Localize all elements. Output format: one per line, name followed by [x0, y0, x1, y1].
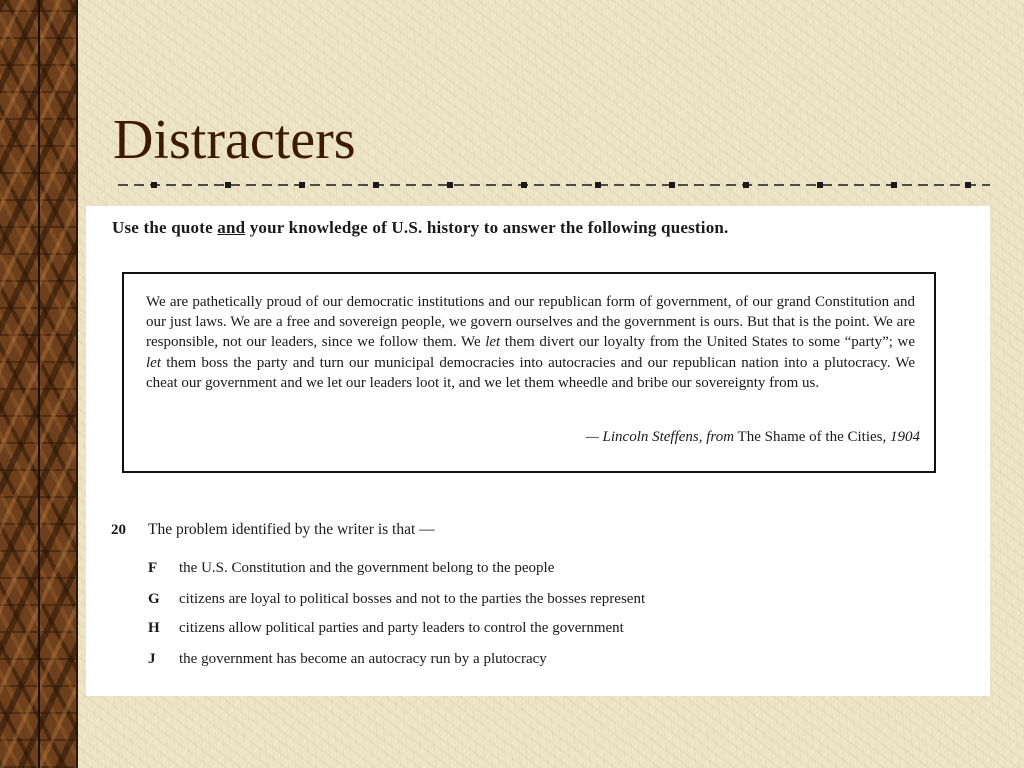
attribution-author: — Lincoln Steffens, from [585, 429, 735, 445]
divider-dot [447, 182, 453, 188]
divider-dot [521, 182, 527, 188]
quote-segment: them divert our loyalty from the United States to some “party”; we [500, 334, 916, 351]
divider-dot [965, 182, 971, 188]
attribution-year: 1904 [890, 429, 920, 445]
wood-texture-strip [0, 0, 78, 768]
question-instruction [112, 218, 729, 238]
quote-box [122, 272, 936, 473]
divider-dot [669, 182, 675, 188]
instruction-emphasis: and [217, 218, 246, 237]
divider-dot [743, 182, 749, 188]
dash-dot-divider [118, 178, 990, 192]
choice-text: the U.S. Constitution and the government belong to the people [179, 560, 555, 576]
choice-text: citizens are loyal to political bosses and not to the parties the bosses represent [179, 591, 646, 607]
question-stem: The problem identified by the writer is that — [148, 521, 435, 538]
divider-dot [151, 182, 157, 188]
answer-choice-j [148, 651, 547, 668]
choice-text: citizens allow political parties and party leaders to control the government [179, 620, 624, 636]
quote-segment-italic: let [146, 354, 161, 371]
choice-letter: H [148, 620, 160, 636]
divider-dot [891, 182, 897, 188]
quote-text [146, 292, 915, 393]
quote-attribution [585, 429, 920, 446]
question-number: 20 [111, 522, 126, 538]
strip-divider-line [38, 0, 40, 768]
divider-dot [299, 182, 305, 188]
quote-segment-italic: let [485, 334, 501, 351]
quote-segment: them boss the party and turn our municipal democracies into autocracies and our republican nation into a plutocracy. We cheat our government and we let our leaders loot it, and we let them wheedle and bribe our sovereignty from us. [146, 354, 915, 391]
instruction-part1: Use the quote [112, 218, 218, 237]
answer-choice-h [148, 620, 624, 637]
attribution-work: The Shame of the Cities, [737, 429, 887, 445]
answer-choice-g [148, 591, 645, 608]
instruction-part2: your knowledge of U.S. history to answer the following question. [245, 218, 729, 237]
quote-segment: We are pathetically proud of our democratic institutions and our republican form of government, of our grand Constitution and our just laws. We are a free and sovereign people, we govern ourselves and the government is ours. But that is the point. We are responsible, not our leaders, since we follow them. We [146, 294, 915, 351]
divider-dots [151, 182, 971, 188]
choice-letter: G [148, 591, 160, 607]
answer-choice-f [148, 560, 554, 577]
slide-title: Distracters [113, 109, 356, 171]
divider-dot [817, 182, 823, 188]
divider-dot [225, 182, 231, 188]
choice-letter: J [148, 651, 156, 667]
divider-dot [373, 182, 379, 188]
choice-letter: F [148, 560, 158, 576]
question-image-panel [86, 206, 990, 696]
divider-dot [595, 182, 601, 188]
choice-text: the government has become an autocracy run by a plutocracy [179, 651, 547, 667]
